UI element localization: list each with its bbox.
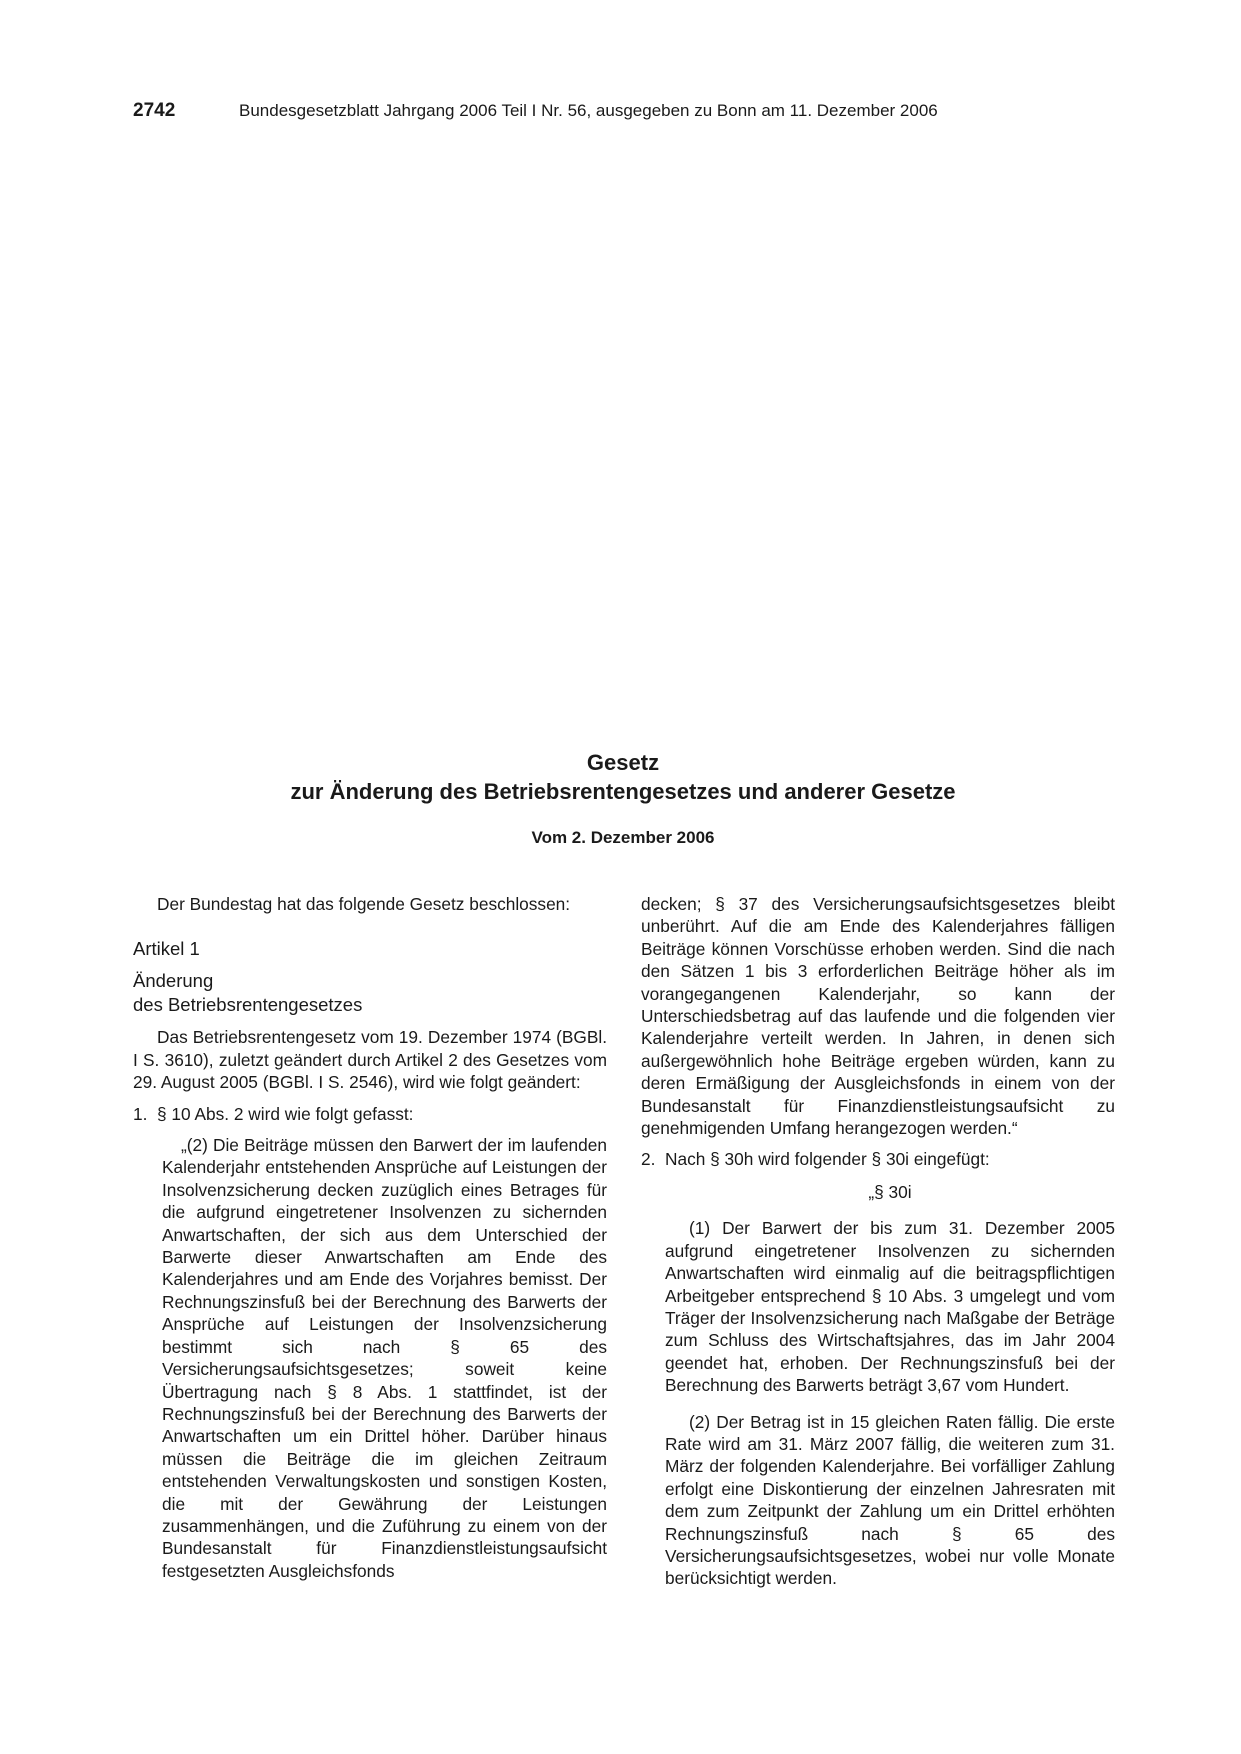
quote-block — [133, 1134, 607, 1582]
page-number: 2742 — [133, 100, 176, 121]
list-item-2-text: Nach § 30h wird folgender § 30i eingefügt: — [665, 1149, 990, 1170]
list-item-2 — [641, 1148, 1115, 1170]
list-item-1-number: 1. — [133, 1103, 148, 1124]
section-30i-label: „§ 30i — [868, 1181, 912, 1202]
section-30i — [641, 1181, 1115, 1590]
list-item-2-number: 2. — [641, 1149, 656, 1170]
document-date: Vom 2. Dezember 2006 — [531, 828, 715, 847]
list-item-1 — [133, 1103, 607, 1125]
article-1-label: Artikel 1 — [133, 938, 200, 960]
title-line-1: Gesetz — [586, 750, 660, 775]
quoted-paragraph-2-continued: decken; § 37 des Versicherungsaufsichtsgesetzes bleibt unberührt. Auf die am Ende des Kalenderjahres fälligen Beiträge können Vorschüsse erhoben werden. Sind die nach den Sätzen 1 bis 3 erforderlichen Beiträge höher als im vorangegangenen Kalenderjahr, so kann der Unterschiedsbetrag auf das laufende und die folgenden vier Kalenderjahre verteilt werden. In Jahren, in denen sich außergewöhnlich hohe Beiträge ergeben würden, kann zu deren Ermäßigung der Ausgleichsfonds in einem von der Bundesanstalt für Finanzdienstleistungsaufsicht zu genehmigenden Umfang herangezogen werden.“ — [641, 894, 1115, 1139]
left-column — [133, 893, 607, 1582]
publication-line: Bundesgesetzblatt Jahrgang 2006 Teil I Nr. 56, ausgegeben zu Bonn am 11. Dezember 2006 — [239, 101, 938, 120]
section-30i-para-2: (2) Der Betrag ist in 15 gleichen Raten fällig. Die erste Rate wird am 31. März 2007 fällig, die weiteren zum 31. März der folgenden Kalenderjahre. Bei vorfälliger Zahlung erfolgt eine Diskontierung der einzelnen Jahresraten mit dem zum Zeitpunkt der Zahlung um ein Drittel erhöhten Rechnungszinsfuß nach § 65 des Versicherungsaufsichtsgesetzes, wobei nur volle Monate berücksichtigt werden. — [665, 1411, 1115, 1589]
quoted-paragraph-2: „(2) Die Beiträge müssen den Barwert der im laufenden Kalenderjahr entstehenden Ansprüche auf Leistungen der Insolvenzsicherung decken zuzüglich eines Betrages für die aufgrund eingetretener Insolvenzen zu sichernden Anwartschaften, der sich aus dem Unterschied der Barwerte dieser Anwartschaften am Ende des Kalenderjahres und am Ende des Vorjahres bemisst. Der Rechnungszinsfuß bei der Berechnung des Barwerts der Ansprüche auf Leistungen der Insolvenzsicherung bestimmt sich nach § 65 des Versicherungsaufsichtsgesetzes; soweit keine Übertragung nach § 8 Abs. 1 stattfindet, ist der Rechnungszinsfuß bei der Berechnung des Barwerts der Anwartschaften um ein Drittel höher. Darüber hinaus müssen die Beiträge die im gleichen Zeitraum entstehenden Verwaltungskosten und sonstigen Kosten, die mit der Gewährung der Leistungen zusammenhängen, und die Zuführung zu einem von der Bundesanstalt für Finanzdienstleistungsaufsicht festgesetzten Ausgleichsfonds — [162, 1135, 607, 1581]
right-column — [641, 893, 1115, 1590]
article-1-intro: Das Betriebsrentengesetz vom 19. Dezember 1974 (BGBl. I S. 3610), zuletzt geändert durch Artikel 2 des Gesetzes vom 29. August 2005 (BGBl. I S. 2546), wird wie folgt geändert: — [133, 1027, 607, 1093]
intro-paragraph: Der Bundestag hat das folgende Gesetz beschlossen: — [157, 894, 571, 914]
document-title — [133, 748, 1113, 806]
section-30i-para-1: (1) Der Barwert der bis zum 31. Dezember 2005 aufgrund eingetretener Insolvenzen zu sichernden Anwartschaften wird einmalig auf die beitragspflichtigen Arbeitgeber entsprechend § 10 Abs. 3 umgelegt und vom Träger der Insolvenzsicherung nach Maßgabe der Beträge zum Schluss des Wirtschaftsjahres, das im Jahr 2004 geendet hat, erhoben. Der Rechnungszinsfuß bei der Berechnung des Barwerts beträgt 3,67 vom Hundert. — [665, 1218, 1115, 1396]
list-item-1-text: § 10 Abs. 2 wird wie folgt gefasst: — [157, 1103, 414, 1124]
title-line-2: zur Änderung des Betriebsrentengesetzes und anderer Gesetze — [290, 779, 956, 804]
article-1-heading-line-2: des Betriebsrentengesetzes — [133, 994, 363, 1016]
page-header — [133, 100, 1113, 122]
article-1-heading-line-1: Änderung — [133, 970, 214, 992]
